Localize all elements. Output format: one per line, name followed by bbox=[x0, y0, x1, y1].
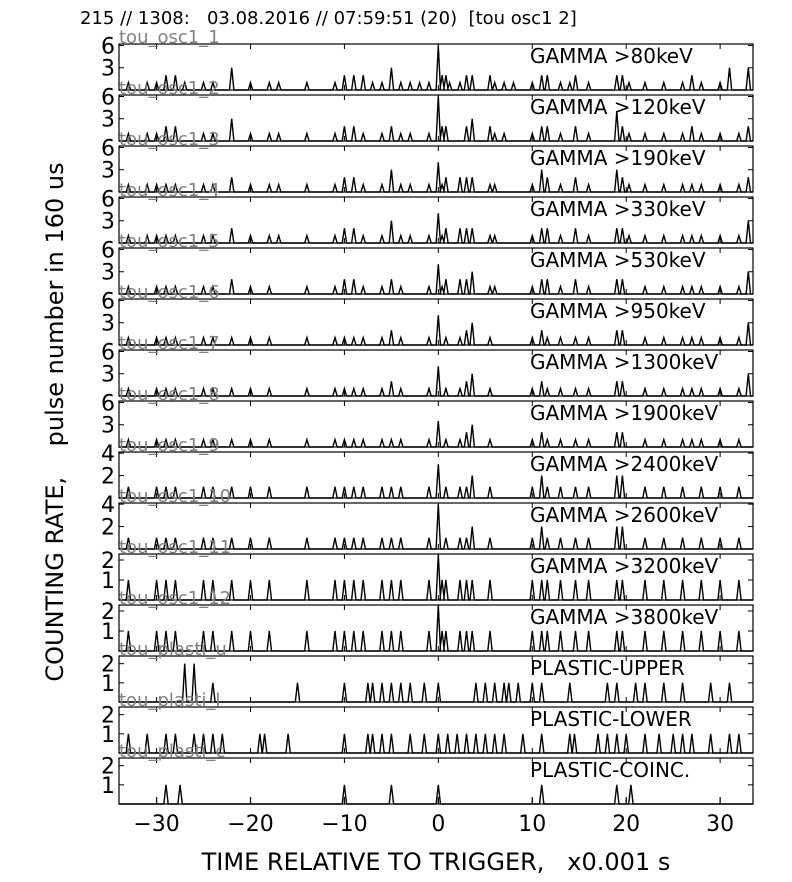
channel-tag: tou_plasti_l bbox=[119, 690, 221, 711]
x-tick-label: 30 bbox=[706, 812, 735, 837]
x-tick-label: −30 bbox=[133, 812, 180, 837]
x-tick-label: −20 bbox=[227, 812, 274, 837]
x-tick-label: 20 bbox=[612, 812, 641, 837]
y-tick-label: 3 bbox=[101, 209, 115, 235]
y-tick-label: 3 bbox=[101, 107, 115, 133]
panel-label: GAMMA >530keV bbox=[530, 248, 706, 272]
chart-title: 215 // 1308: 03.08.2016 // 07:59:51 (20) [tou osc1 2] bbox=[80, 8, 577, 29]
panel-label: GAMMA >190keV bbox=[530, 146, 706, 170]
panel-label: GAMMA >1300keV bbox=[530, 350, 719, 374]
channel-tag: tou_osc1_2 bbox=[119, 78, 220, 99]
channel-tag: tou_osc1_6 bbox=[119, 282, 220, 303]
panel-label: PLASTIC-COINC. bbox=[530, 758, 691, 782]
y-tick-label: 3 bbox=[101, 56, 115, 82]
y-tick-label: 6 bbox=[101, 85, 115, 111]
channel-tag: tou_osc1_9 bbox=[119, 435, 220, 456]
channel-tag: tou_osc1_8 bbox=[119, 384, 220, 405]
y-tick-label: 6 bbox=[101, 34, 115, 60]
panel-label: GAMMA >950keV bbox=[530, 299, 706, 323]
panel-label: GAMMA >120keV bbox=[530, 95, 706, 119]
y-tick-label: 2 bbox=[101, 754, 115, 780]
y-tick-label: 2 bbox=[101, 464, 115, 490]
y-tick-label: 1 bbox=[101, 773, 115, 799]
x-tick-label: −10 bbox=[321, 812, 368, 837]
y-tick-label: 2 bbox=[101, 600, 115, 625]
channel-tag: tou_osc1_7 bbox=[119, 333, 220, 354]
y-tick-label: 1 bbox=[101, 671, 115, 697]
y-tick-label: 2 bbox=[101, 515, 115, 541]
channel-tag: tou_osc1_10 bbox=[119, 486, 232, 507]
channel-tag: tou_osc1_12 bbox=[119, 588, 232, 609]
channel-tag: tou_osc1_3 bbox=[119, 129, 220, 150]
channel-tag: tou_osc1_4 bbox=[119, 180, 220, 201]
y-tick-label: 2 bbox=[101, 652, 115, 678]
channel-tag: tou_osc1_1 bbox=[119, 27, 220, 48]
y-axis-label: COUNTING RATE, pulse number in 160 us bbox=[41, 162, 69, 682]
x-tick-label: 0 bbox=[431, 812, 446, 837]
panel-label: GAMMA >1900keV bbox=[530, 401, 719, 425]
y-tick-label: 1 bbox=[101, 569, 115, 594]
panel-label: GAMMA >2600keV bbox=[530, 503, 719, 527]
x-axis-label: TIME RELATIVE TO TRIGGER, x0.001 s bbox=[201, 848, 671, 876]
channel-tag: tou_plasti_c bbox=[119, 741, 226, 762]
panel-label: PLASTIC-UPPER bbox=[530, 656, 685, 680]
panel-label: GAMMA >80keV bbox=[530, 44, 693, 68]
y-tick-label: 4 bbox=[101, 442, 115, 468]
channel-tag: tou_plasti_u bbox=[119, 639, 227, 660]
panel-label: GAMMA >330keV bbox=[530, 197, 706, 221]
y-tick-label: 3 bbox=[101, 311, 115, 337]
panel-label: GAMMA >3200keV bbox=[530, 554, 719, 578]
y-tick-label: 2 bbox=[101, 549, 115, 574]
series-line bbox=[119, 785, 753, 804]
y-tick-label: 1 bbox=[101, 722, 115, 748]
y-tick-label: 2 bbox=[101, 703, 115, 729]
y-tick-label: 3 bbox=[101, 362, 115, 388]
channel-tag: tou_osc1_5 bbox=[119, 231, 220, 252]
y-tick-label: 3 bbox=[101, 413, 115, 439]
y-tick-label: 6 bbox=[101, 289, 115, 315]
y-tick-label: 6 bbox=[101, 391, 115, 417]
panel-label: GAMMA >2400keV bbox=[530, 452, 719, 476]
y-tick-label: 4 bbox=[101, 493, 115, 519]
y-tick-label: 6 bbox=[101, 238, 115, 264]
y-tick-label: 6 bbox=[101, 136, 115, 162]
panel-label: GAMMA >3800keV bbox=[530, 605, 719, 629]
y-tick-label: 1 bbox=[101, 620, 115, 645]
x-tick-label: 10 bbox=[518, 812, 547, 837]
y-tick-label: 6 bbox=[101, 340, 115, 366]
y-tick-label: 3 bbox=[101, 260, 115, 286]
y-tick-label: 3 bbox=[101, 158, 115, 184]
y-tick-label: 6 bbox=[101, 187, 115, 213]
channel-tag: tou_osc1_11 bbox=[119, 537, 232, 558]
panel-label: PLASTIC-LOWER bbox=[530, 707, 692, 731]
